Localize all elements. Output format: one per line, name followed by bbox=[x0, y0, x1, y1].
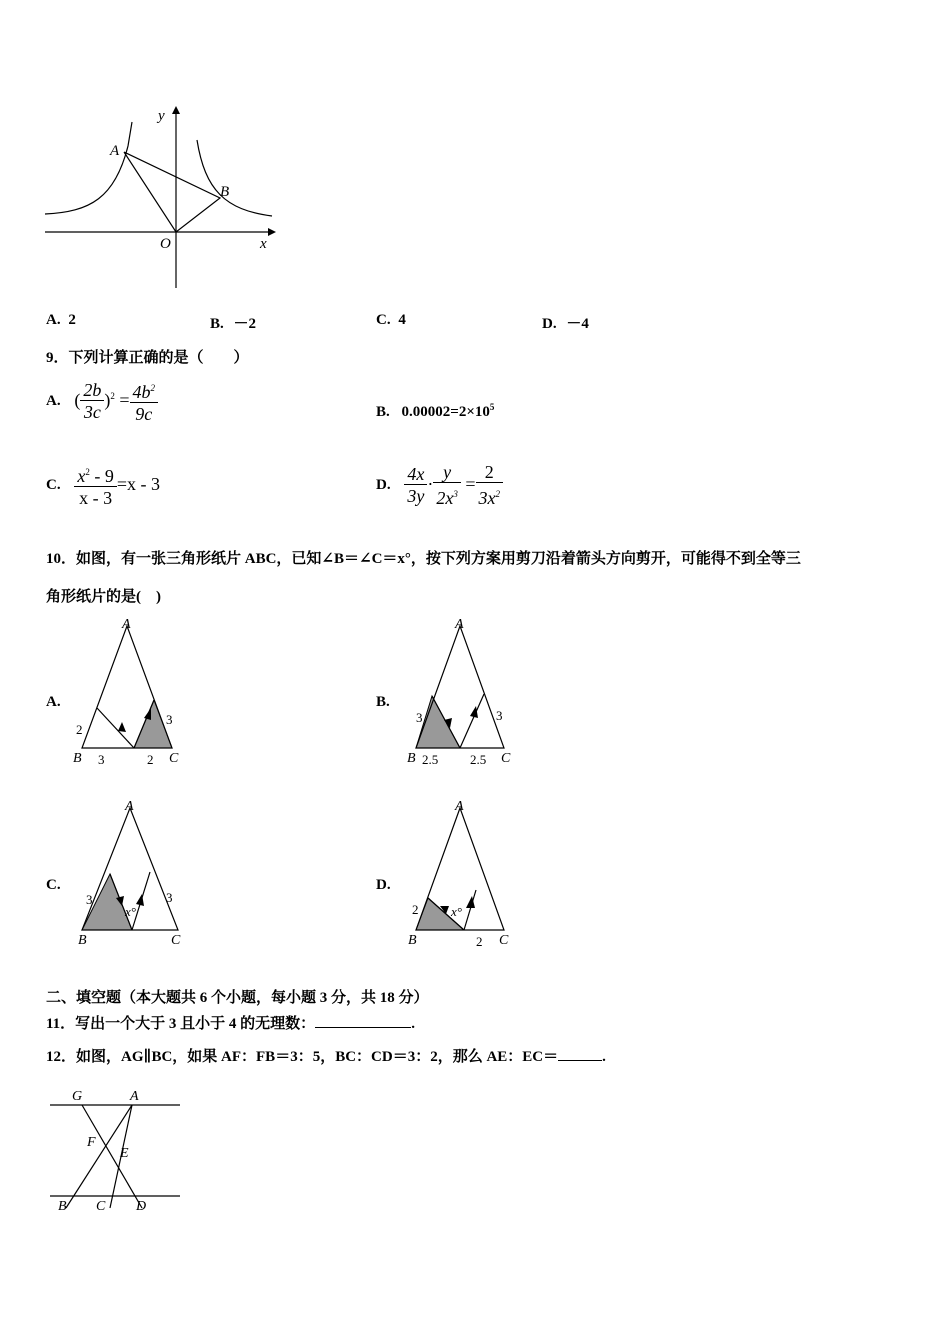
q9-option-b[interactable] bbox=[376, 402, 494, 421]
q11-text: 11．写出一个大于 3 且小于 4 的无理数： bbox=[46, 1016, 316, 1032]
q10-stem-line2: 角形纸片的是( ) bbox=[46, 589, 161, 605]
shaded-triangle bbox=[416, 696, 460, 748]
arrow-head bbox=[470, 706, 478, 718]
arrow-head bbox=[144, 708, 151, 720]
svg-text:B: B bbox=[408, 933, 417, 948]
q10-stem-line1: 10．如图，有一张三角形纸片 ABC，已知∠B＝∠C＝x°，按下列方案用剪刀沿着箭头方向剪开，可能得不到全等三 bbox=[46, 551, 801, 567]
q9-d-expression: $\frac{4x}{3y}$ · $\frac{y}{2x^3}$ = $\frac{2}{3x^2}$ bbox=[404, 474, 503, 494]
q8-graph bbox=[40, 100, 280, 295]
q9-a-expression: ( $\frac{2b}{3c}$ )$^2$ = $\frac{4b^2}{9c}$ bbox=[74, 390, 158, 410]
svg-text:2.5: 2.5 bbox=[470, 752, 487, 767]
svg-text:G: G bbox=[72, 1089, 83, 1104]
q10-option-b-letter[interactable]: B. bbox=[376, 694, 390, 710]
svg-text:B: B bbox=[78, 933, 87, 948]
arrow-head bbox=[118, 722, 126, 732]
svg-text:x°: x° bbox=[451, 904, 462, 919]
option-text: －2 bbox=[233, 316, 257, 332]
svg-text:x°: x° bbox=[125, 904, 136, 919]
svg-text:A: A bbox=[130, 1089, 139, 1104]
q9-b-expression: $0.00002=2\times 10^5$ bbox=[401, 402, 495, 420]
svg-text:C: C bbox=[169, 751, 179, 766]
q12-figure bbox=[44, 1080, 184, 1215]
svg-text:F: F bbox=[87, 1135, 96, 1150]
q10-figure-d[interactable] bbox=[404, 794, 524, 954]
svg-text:E: E bbox=[120, 1146, 129, 1161]
q10-figure-b[interactable] bbox=[404, 612, 524, 772]
q8-option-b[interactable] bbox=[210, 312, 256, 333]
svg-text:C: C bbox=[501, 751, 511, 766]
q9-option-c[interactable] bbox=[46, 462, 160, 509]
svg-text:3: 3 bbox=[86, 892, 93, 907]
option-letter: B. bbox=[376, 404, 390, 420]
q9-stem: 9．下列计算正确的是（ ） bbox=[46, 350, 249, 366]
svg-text:3: 3 bbox=[496, 708, 503, 723]
q12-answer-blank[interactable] bbox=[558, 1046, 602, 1061]
svg-text:C: C bbox=[96, 1199, 106, 1214]
q12-text: 12．如图，AG∥BC，如果 AF：FB＝3：5，BC：CD＝3：2，那么 AE：EC＝ bbox=[46, 1049, 559, 1065]
q12 bbox=[46, 1045, 606, 1066]
option-letter: A. bbox=[46, 312, 61, 328]
q11-end: . bbox=[411, 1016, 415, 1032]
svg-text:2: 2 bbox=[476, 934, 483, 949]
option-letter: B. bbox=[210, 316, 224, 332]
svg-text:3: 3 bbox=[98, 752, 105, 767]
label-b: B bbox=[220, 184, 230, 200]
q8-option-c[interactable] bbox=[376, 312, 406, 329]
q10-figure-c[interactable] bbox=[70, 794, 190, 954]
section2-title: 二、填空题（本大题共 6 个小题，每小题 3 分，共 18 分） bbox=[46, 990, 429, 1006]
svg-text:2: 2 bbox=[412, 902, 419, 917]
q10-option-d-letter[interactable]: D. bbox=[376, 877, 391, 893]
q11 bbox=[46, 1012, 415, 1033]
svg-text:2: 2 bbox=[147, 752, 154, 767]
svg-text:3: 3 bbox=[166, 890, 173, 905]
svg-text:3: 3 bbox=[416, 710, 423, 725]
q9-c-expression: $\frac{x^2 - 9}{x - 3}$ =x - 3 bbox=[74, 474, 160, 494]
svg-text:2: 2 bbox=[76, 722, 83, 737]
label-x: x bbox=[260, 236, 267, 252]
svg-text:B: B bbox=[407, 751, 416, 766]
cut-line bbox=[464, 890, 476, 930]
svg-text:A: A bbox=[455, 617, 464, 632]
option-letter: C. bbox=[376, 312, 391, 328]
cut-line bbox=[460, 694, 484, 748]
svg-text:3: 3 bbox=[166, 712, 173, 727]
q9-option-a[interactable] bbox=[46, 378, 158, 425]
option-letter: C. bbox=[46, 477, 61, 493]
q10-option-a-letter[interactable]: A. bbox=[46, 694, 61, 710]
label-y: y bbox=[158, 108, 165, 124]
svg-text:B: B bbox=[73, 751, 82, 766]
label-o: O bbox=[160, 236, 171, 252]
q11-answer-blank[interactable] bbox=[315, 1013, 411, 1028]
q10-option-c-letter[interactable]: C. bbox=[46, 877, 61, 893]
cut-line bbox=[97, 708, 134, 748]
svg-text:2.5: 2.5 bbox=[422, 752, 439, 767]
svg-text:A: A bbox=[455, 799, 464, 814]
option-letter: A. bbox=[46, 393, 61, 409]
label-a: A bbox=[110, 143, 120, 159]
q8-option-d[interactable] bbox=[542, 312, 589, 333]
svg-text:D: D bbox=[136, 1199, 147, 1214]
svg-text:C: C bbox=[499, 933, 509, 948]
option-text: 4 bbox=[398, 312, 406, 328]
svg-text:A: A bbox=[122, 617, 131, 632]
q9-option-d[interactable] bbox=[376, 462, 503, 509]
option-letter: D. bbox=[542, 316, 557, 332]
svg-text:B: B bbox=[58, 1199, 67, 1214]
hyperbola-right bbox=[197, 140, 272, 216]
q10-figure-a[interactable] bbox=[70, 612, 190, 772]
triangle-oab bbox=[124, 152, 220, 232]
svg-text:C: C bbox=[171, 933, 181, 948]
option-text: －4 bbox=[566, 316, 589, 332]
hyperbola-left bbox=[45, 122, 132, 214]
option-letter: D. bbox=[376, 477, 391, 493]
option-text: 2 bbox=[68, 312, 76, 328]
q8-option-a[interactable] bbox=[46, 312, 76, 329]
svg-text:A: A bbox=[125, 799, 134, 814]
segment-gd bbox=[82, 1105, 142, 1208]
q12-end: . bbox=[602, 1049, 606, 1065]
